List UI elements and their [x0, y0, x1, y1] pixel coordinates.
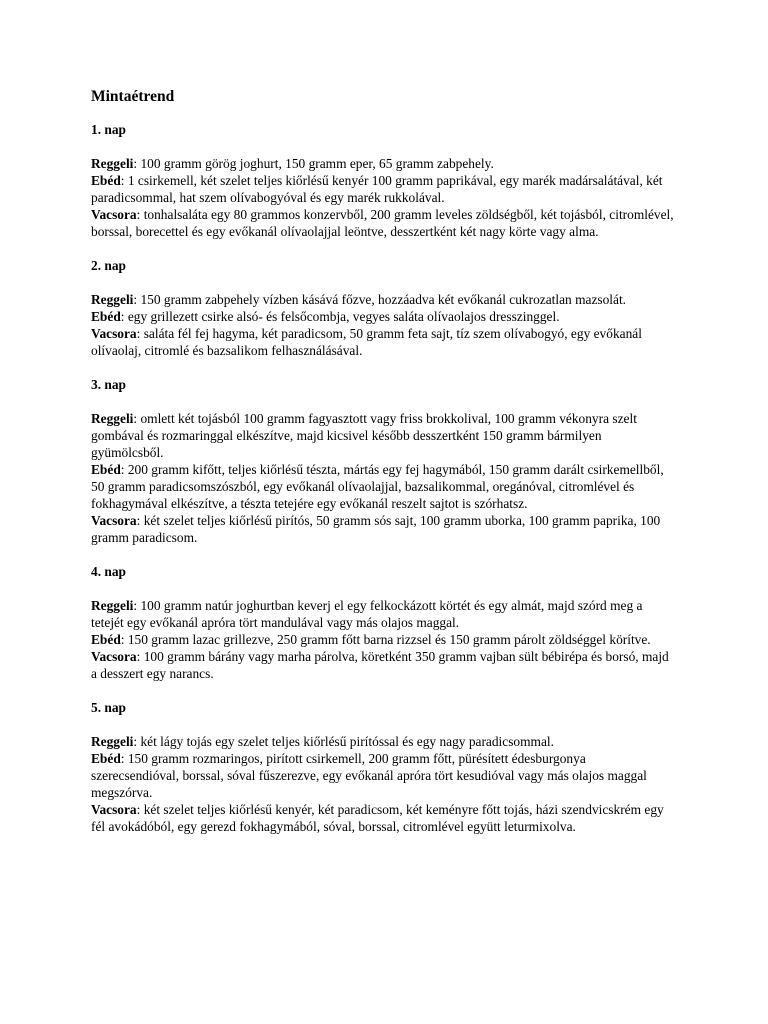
- meal-text: : omlett két tojásból 100 gramm fagyasztott vagy friss brokkolival, 100 gramm vékonyra szelt gombával és rozmaringgal elkészítve, majd kicsivel később desszertként 150 gramm bármilyen gyümölcsből.: [91, 411, 637, 460]
- meal-text: : két szelet teljes kiőrlésű pirítós, 50 gramm sós sajt, 100 gramm uborka, 100 gramm paprika, 100 gramm paradicsom.: [91, 513, 661, 545]
- meal-text: : 150 gramm lazac grillezve, 250 gramm főtt barna rizzsel és 150 gramm párolt zöldséggel körítve.: [120, 632, 651, 647]
- meal-label: Ebéd: [91, 462, 121, 477]
- meal-label: Vacsora: [91, 649, 137, 664]
- meal-text: : 100 gramm bárány vagy marha párolva, köretként 350 gramm vajban sült bébirépa és borsó, majd a desszert egy narancs.: [91, 649, 669, 681]
- meal-lunch: [91, 631, 676, 648]
- day-section: [91, 376, 676, 546]
- day-heading: 2. nap: [91, 258, 126, 273]
- meal-text: : 150 gramm zabpehely vízben kásává főzve, hozzáadva két evőkanál cukrozatlan mazsolát.: [133, 292, 627, 307]
- day-heading: 1. nap: [91, 122, 126, 137]
- meal-text: : egy grillezett csirke alsó- és felsőcombja, vegyes saláta olívaolajos dresszinggel.: [120, 309, 560, 324]
- meal-text: : 200 gramm kifőtt, teljes kiőrlésű tészta, mártás egy fej hagymából, 150 gramm darált csirkemellből, 50 gramm paradicsomszószból, egy evőkanál olívaolajjal, bazsalikommal, oregánóval, citromlével és fokhagymával elkészítve, a tészta tetejére egy evőkanál reszelt sajtot is szórhatsz.: [91, 462, 664, 511]
- meal-dinner: [91, 801, 676, 835]
- meal-label: Vacsora: [91, 207, 137, 222]
- meal-lunch: [91, 461, 676, 512]
- meal-lunch: [91, 308, 676, 325]
- meal-label: Reggeli: [91, 598, 134, 613]
- meal-breakfast: [91, 291, 676, 308]
- day-section: [91, 699, 676, 835]
- meal-breakfast: [91, 155, 676, 172]
- document-content: [91, 87, 676, 852]
- meal-lunch: [91, 172, 676, 206]
- day-heading: 4. nap: [91, 564, 126, 579]
- meal-text: : 1 csirkemell, két szelet teljes kiőrlésű kenyér 100 gramm paprikával, egy marék madársalátával, két paradicsommal, hat szem olívabogyóval és egy marék rukkolával.: [91, 173, 663, 205]
- meal-text: : két szelet teljes kiőrlésű kenyér, két paradicsom, két keményre főtt tojás, házi szendvicskrém egy fél avokádóból, egy gerezd fokhagymából, sóval, borssal, citromlével együtt leturmixolva.: [91, 802, 664, 834]
- meal-text: : 100 gramm görög joghurt, 150 gramm eper, 65 gramm zabpehely.: [133, 156, 494, 171]
- meal-label: Ebéd: [91, 632, 121, 647]
- meal-text: : saláta fél fej hagyma, két paradicsom, 50 gramm feta sajt, tíz szem olívabogyó, egy evőkanál olívaolaj, citromlé és bazsalikom felhasználásával.: [91, 326, 642, 358]
- meal-label: Reggeli: [91, 156, 134, 171]
- meal-label: Reggeli: [91, 411, 134, 426]
- meal-text: : 150 gramm rozmaringos, pirított csirkemell, 200 gramm főtt, pürésített édesburgonya szerecsendióval, borssal, sóval fűszerezve, egy evőkanál apróra tört kesudióval vagy más olajos maggal megszórva.: [91, 751, 647, 800]
- meal-label: Reggeli: [91, 734, 134, 749]
- day-section: [91, 121, 676, 240]
- meal-dinner: [91, 206, 676, 240]
- meal-label: Vacsora: [91, 513, 137, 528]
- meal-label: Ebéd: [91, 309, 121, 324]
- day-heading: 5. nap: [91, 700, 126, 715]
- document-title: Mintaétrend: [91, 88, 175, 105]
- meal-text: : két lágy tojás egy szelet teljes kiőrlésű pirítóssal és egy nagy paradicsommal.: [133, 734, 554, 749]
- day-section: [91, 563, 676, 682]
- meal-label: Reggeli: [91, 292, 134, 307]
- meal-breakfast: [91, 733, 676, 750]
- meal-lunch: [91, 750, 676, 801]
- meal-dinner: [91, 648, 676, 682]
- day-heading: 3. nap: [91, 377, 126, 392]
- meal-text: : tonhalsaláta egy 80 grammos konzervből, 200 gramm leveles zöldségből, két tojásból, citromlével, borssal, borecettel és egy evőkanál olívaolajjal leöntve, desszertként két nagy körte vagy alma.: [91, 207, 674, 239]
- meal-dinner: [91, 512, 676, 546]
- meal-label: Vacsora: [91, 326, 137, 341]
- meal-label: Ebéd: [91, 751, 121, 766]
- meal-text: : 100 gramm natúr joghurtban keverj el egy felkockázott körtét és egy almát, majd szórd meg a tetejét egy evőkanál apróra tört mandulával vagy más olajos maggal.: [91, 598, 643, 630]
- meal-breakfast: [91, 410, 676, 461]
- meal-breakfast: [91, 597, 676, 631]
- meal-dinner: [91, 325, 676, 359]
- day-section: [91, 257, 676, 359]
- meal-label: Vacsora: [91, 802, 137, 817]
- meal-label: Ebéd: [91, 173, 121, 188]
